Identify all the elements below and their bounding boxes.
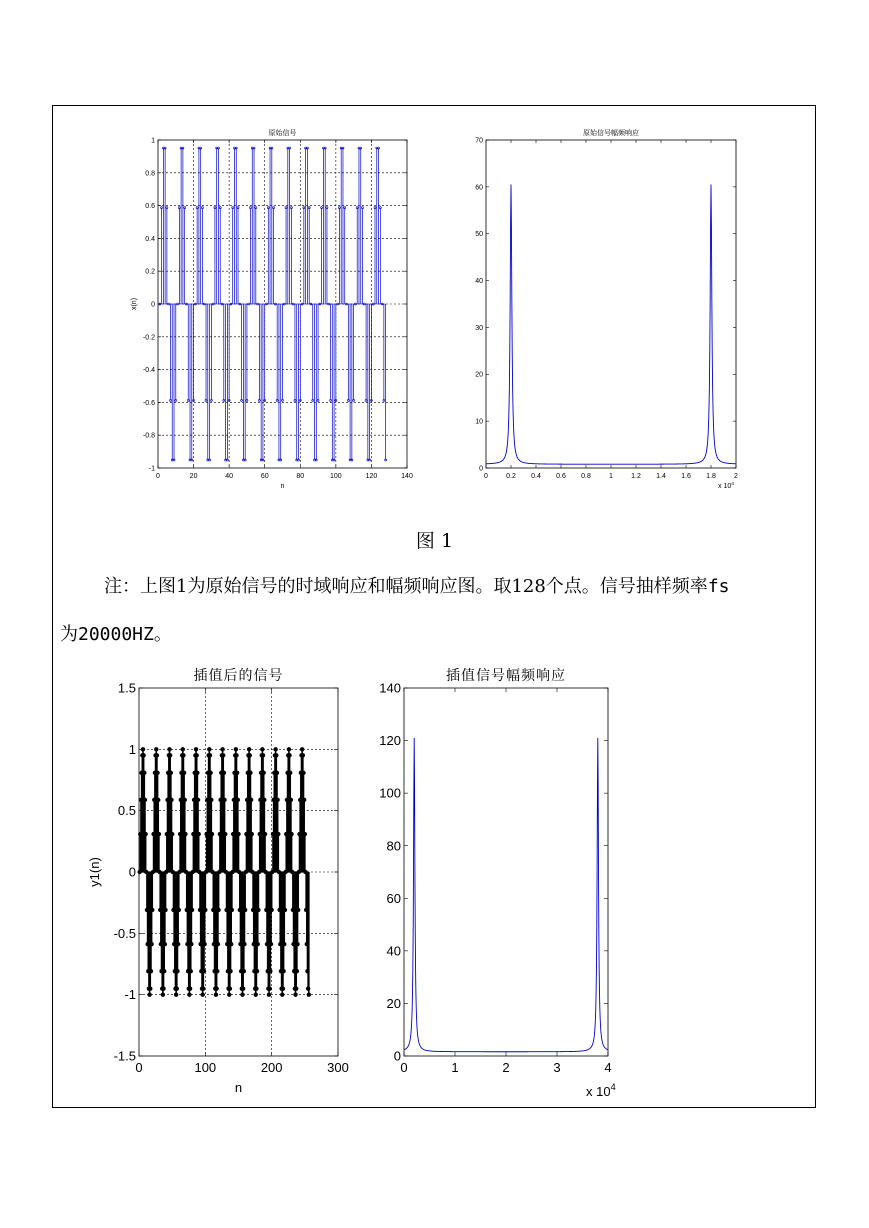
stem-marker — [227, 992, 231, 996]
stem-marker — [263, 832, 267, 836]
x-tick-label: 300 — [327, 1060, 349, 1075]
stem-marker — [141, 753, 145, 757]
y-tick-label: -0.4 — [142, 367, 155, 375]
stem-marker — [275, 771, 279, 775]
x-tick-label: 1 — [609, 473, 613, 480]
stem-marker — [154, 747, 158, 751]
y-tick-label: 0 — [479, 465, 483, 473]
stem-marker — [182, 771, 186, 775]
stem-marker — [289, 832, 293, 836]
x-tick-label: 1.2 — [631, 473, 641, 480]
stem-marker — [256, 908, 260, 912]
interpolated-spectrum-chart — [365, 660, 625, 1110]
stem-marker — [256, 942, 260, 946]
y-tick-label: -0.6 — [142, 399, 155, 407]
stem-marker — [169, 798, 173, 802]
stem-marker — [214, 992, 218, 996]
stem-marker — [202, 942, 206, 946]
stem-marker — [202, 969, 206, 973]
stem-marker — [300, 747, 304, 751]
stem-marker — [261, 753, 265, 757]
stem-marker — [183, 832, 187, 836]
stem-marker — [223, 832, 227, 836]
x-tick-label: 2 — [734, 473, 738, 480]
stem-marker — [200, 992, 204, 996]
stem-marker — [234, 747, 238, 751]
x-tick-label: 0.2 — [506, 473, 516, 480]
stem-marker — [221, 753, 225, 757]
stem-marker — [273, 747, 277, 751]
stem-marker — [254, 992, 258, 996]
stem-marker — [194, 747, 198, 751]
stem-marker — [288, 771, 292, 775]
stem-marker — [250, 832, 254, 836]
stem-marker — [222, 771, 226, 775]
y-tick-label: 0 — [393, 1048, 401, 1064]
stem-marker — [303, 832, 307, 836]
chart-title: 插值信号幅频响应 — [446, 667, 566, 683]
chart-title: 插值后的信号 — [193, 667, 284, 683]
stem-marker — [203, 908, 207, 912]
stem-marker — [274, 753, 278, 757]
stem-marker — [301, 753, 305, 757]
stem-marker — [241, 986, 245, 990]
stem-marker — [275, 798, 279, 802]
y-tick-label: 140 — [379, 680, 401, 696]
x-tick-label: 0.6 — [556, 473, 566, 480]
x-axis-label: n — [280, 483, 285, 490]
stem-marker — [254, 986, 258, 990]
x-tick-label: 100 — [194, 1060, 217, 1075]
stem-marker — [267, 992, 271, 996]
stem-marker — [302, 798, 306, 802]
stem-marker — [222, 798, 226, 802]
stem-marker — [276, 832, 280, 836]
stem-marker — [201, 986, 205, 990]
note-text-2: 为 — [60, 624, 78, 645]
stem-marker — [189, 969, 193, 973]
stem-marker — [242, 969, 246, 973]
stem-marker — [188, 986, 192, 990]
y-tick-label: 50 — [475, 231, 483, 239]
y-tick-label: 1 — [151, 137, 155, 145]
original-spectrum-chart — [470, 120, 760, 500]
stem-marker — [243, 908, 247, 912]
y-tick-label: 0.5 — [117, 803, 136, 819]
original-signal-chart — [110, 120, 430, 500]
x-tick-label: 0.8 — [581, 473, 591, 480]
y-tick-label: -1 — [124, 987, 136, 1003]
stem-marker — [215, 969, 219, 973]
y-tick-label: 60 — [475, 184, 483, 192]
x-tick-label: 0 — [135, 1060, 143, 1075]
x-tick-label: 100 — [330, 473, 342, 480]
stem-marker — [189, 942, 193, 946]
stem-marker — [228, 969, 232, 973]
stem-marker — [214, 986, 218, 990]
y-axis-label: y1(n) — [87, 857, 102, 887]
stem-marker — [177, 908, 181, 912]
stem-marker — [162, 969, 166, 973]
stem-marker — [281, 969, 285, 973]
note-fs: fs — [707, 576, 730, 597]
y-tick-label: 60 — [386, 890, 401, 906]
y-tick-label: 1.5 — [117, 680, 136, 696]
stem-marker — [208, 753, 212, 757]
stem-marker — [248, 753, 252, 757]
x-tick-label: 0 — [156, 473, 160, 480]
note-text-1: 注：上图1为原始信号的时域响应和幅频响应图。取128个点。信号抽样频率 — [104, 576, 708, 597]
x-tick-label: 2 — [502, 1060, 510, 1075]
stem-marker — [175, 986, 179, 990]
stem-marker — [148, 986, 152, 990]
x-tick-label: 1.6 — [681, 473, 691, 480]
stem-marker — [155, 753, 159, 757]
x-tick-label: 120 — [365, 473, 378, 480]
stem-marker — [149, 942, 153, 946]
stem-marker — [267, 986, 271, 990]
stem-marker — [280, 992, 284, 996]
y-axis-label: x(n) — [131, 297, 138, 311]
y-tick-label: -1 — [148, 465, 155, 473]
y-tick-label: -1.5 — [113, 1048, 136, 1064]
plot-area — [404, 688, 608, 1056]
stem-marker — [242, 942, 246, 946]
stem-marker — [181, 747, 185, 751]
x-tick-label: 80 — [296, 473, 305, 480]
stem-marker — [235, 771, 239, 775]
stem-marker — [248, 771, 252, 775]
stem-marker — [181, 753, 185, 757]
y-tick-label: -0.8 — [142, 432, 155, 440]
stem-marker — [190, 908, 194, 912]
y-tick-label: 0.8 — [145, 170, 155, 178]
x-multiplier: x $10^4$ — [586, 1082, 616, 1099]
stem-marker — [195, 753, 199, 757]
stem-marker — [216, 908, 220, 912]
stem-marker — [216, 942, 220, 946]
x-tick-label: 20 — [189, 473, 198, 480]
stem-marker — [230, 908, 234, 912]
stem-marker — [143, 832, 147, 836]
stem-marker — [294, 986, 298, 990]
x-tick-label: 60 — [260, 473, 269, 480]
stem-marker — [234, 753, 238, 757]
note-line-2 — [60, 620, 172, 646]
y-tick-label: 0 — [151, 301, 155, 309]
stem-marker — [295, 969, 299, 973]
y-tick-label: 30 — [475, 324, 483, 332]
x-tick-label: 200 — [260, 1060, 283, 1075]
stem-marker — [163, 908, 167, 912]
stem-marker — [176, 942, 180, 946]
y-tick-label: 10 — [475, 418, 483, 426]
stem-marker — [157, 832, 161, 836]
stem-marker — [301, 771, 305, 775]
stem-marker — [220, 747, 224, 751]
y-tick-label: 1 — [128, 741, 136, 757]
stem-marker — [168, 753, 172, 757]
stem-marker — [169, 771, 173, 775]
stem-marker — [229, 942, 233, 946]
stem-marker — [269, 942, 273, 946]
stem-marker — [249, 798, 253, 802]
y-tick-label: 20 — [386, 995, 401, 1011]
y-tick-label: 0 — [128, 864, 136, 880]
y-tick-label: 120 — [379, 733, 401, 749]
stem-marker — [293, 992, 297, 996]
chart-title: 原始信号幅频响应 — [583, 130, 639, 137]
stem-marker — [269, 908, 273, 912]
stem-marker — [155, 771, 159, 775]
x-multiplier: x $10^4$ — [718, 481, 734, 490]
chart-title: 原始信号 — [268, 130, 297, 137]
interpolated-signal-chart — [80, 660, 360, 1110]
x-axis-label: n — [234, 1080, 243, 1095]
stem-marker — [209, 798, 213, 802]
stem-marker — [228, 986, 232, 990]
x-tick-label: 0 — [400, 1060, 408, 1075]
stem-marker — [296, 908, 300, 912]
x-tick-label: 1 — [451, 1060, 459, 1075]
stem-marker — [161, 992, 165, 996]
plot-area — [486, 140, 736, 468]
stem-marker — [236, 832, 240, 836]
stem-marker — [183, 798, 187, 802]
stem-marker — [149, 969, 153, 973]
y-tick-label: -0.2 — [142, 334, 155, 342]
stem-marker — [167, 747, 171, 751]
stem-marker — [282, 942, 286, 946]
stem-marker — [161, 986, 165, 990]
figure-caption: 图 1 — [415, 530, 454, 552]
stem-marker — [187, 992, 191, 996]
note-rate: 20000HZ。 — [78, 624, 172, 645]
stem-marker — [240, 992, 244, 996]
stem-marker — [147, 992, 151, 996]
stem-marker — [142, 771, 146, 775]
x-tick-label: 1.8 — [706, 473, 716, 480]
y-tick-label: 100 — [379, 785, 401, 801]
stem-marker — [195, 771, 199, 775]
stem-marker — [196, 798, 200, 802]
stem-marker — [287, 753, 291, 757]
y-tick-label: -0.5 — [113, 925, 136, 941]
x-tick-label: 40 — [225, 473, 234, 480]
stem-marker — [260, 747, 264, 751]
x-tick-label: 3 — [553, 1060, 561, 1075]
stem-marker — [143, 798, 147, 802]
stem-marker — [156, 798, 160, 802]
y-tick-label: 40 — [386, 943, 401, 959]
stem-marker — [208, 771, 212, 775]
stem-marker — [255, 969, 259, 973]
y-tick-label: 70 — [475, 137, 483, 145]
y-tick-label: 40 — [475, 278, 483, 286]
x-tick-label: 1.4 — [656, 473, 666, 480]
stem-marker — [262, 798, 266, 802]
stem-marker — [262, 771, 266, 775]
stem-marker — [207, 747, 211, 751]
y-tick-label: 80 — [386, 838, 401, 854]
stem-marker — [295, 942, 299, 946]
stem-marker — [210, 832, 214, 836]
stem-marker — [268, 969, 272, 973]
stem-marker — [141, 747, 145, 751]
stem-marker — [170, 832, 174, 836]
y-tick-label: 0.2 — [145, 268, 155, 276]
stem-marker — [281, 986, 285, 990]
x-tick-label: 140 — [401, 473, 413, 480]
stem-marker — [197, 832, 201, 836]
y-tick-label: 20 — [475, 371, 483, 379]
stem-marker — [307, 992, 311, 996]
note-line-1 — [104, 572, 730, 598]
y-tick-label: 0.6 — [145, 203, 155, 211]
stem-marker — [175, 969, 179, 973]
x-tick-label: 0.4 — [531, 473, 541, 480]
stem-marker — [236, 798, 240, 802]
stem-marker — [247, 747, 251, 751]
y-tick-label: 0.4 — [145, 235, 155, 243]
x-tick-label: 4 — [604, 1060, 612, 1075]
stem-marker — [150, 908, 154, 912]
stem-marker — [283, 908, 287, 912]
stem-marker — [163, 942, 167, 946]
stem-marker — [174, 992, 178, 996]
stem-marker — [287, 747, 291, 751]
x-tick-label: 0 — [484, 473, 488, 480]
stem-marker — [289, 798, 293, 802]
